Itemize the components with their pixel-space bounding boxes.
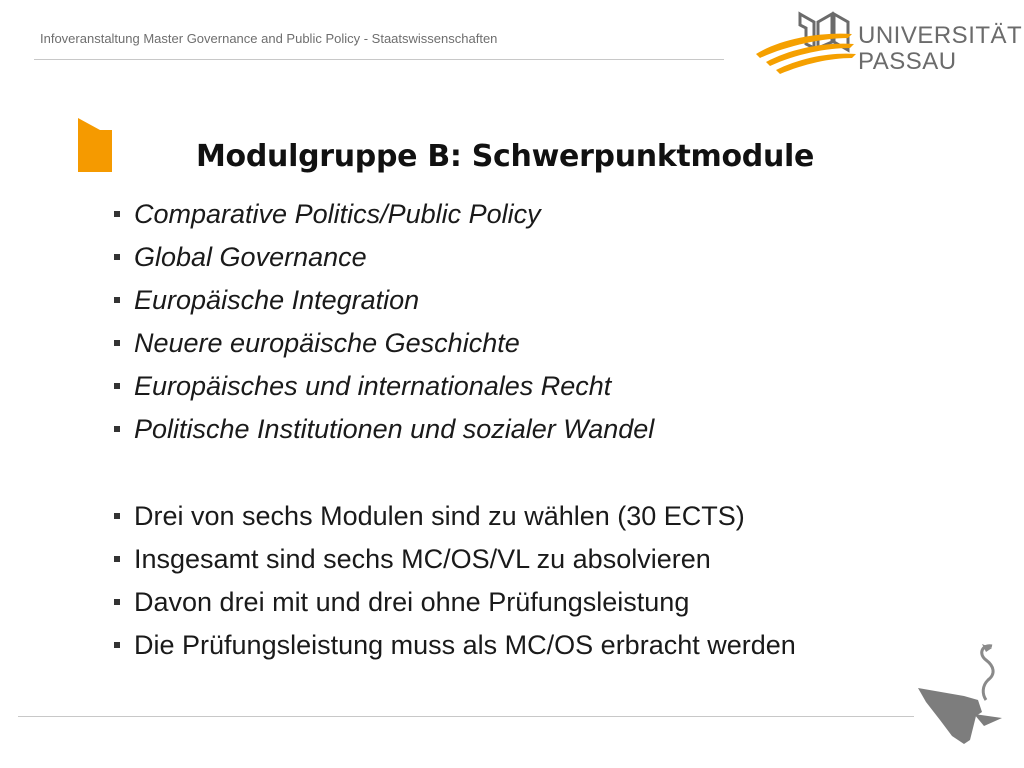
header-divider: [34, 59, 724, 60]
devil-tail-mascot-icon: [912, 640, 1012, 750]
bullet-icon: [114, 599, 120, 605]
bullet-icon: [114, 513, 120, 519]
bullet-icon: [114, 642, 120, 648]
list-item: Europäisches und internationales Recht: [110, 370, 611, 402]
slide-title: Modulgruppe B: Schwerpunktmodule: [196, 139, 815, 174]
list-item: Comparative Politics/Public Policy: [110, 198, 541, 230]
list-item: Die Prüfungsleistung muss als MC/OS erbracht werden: [110, 629, 796, 661]
bullet-icon: [114, 297, 120, 303]
bullet-icon: [114, 254, 120, 260]
header-event-title: Infoveranstaltung Master Governance and Public Policy - Staatswissenschaften: [40, 31, 498, 46]
logo-wordmark-line2: PASSAU: [858, 48, 957, 75]
swoosh-icon: [756, 34, 856, 74]
bullet-icon: [114, 383, 120, 389]
logo-wordmark-line1: UNIVERSITÄT: [858, 22, 1023, 49]
list-item: Drei von sechs Modulen sind zu wählen (30 ECTS): [110, 500, 745, 532]
list-item: Davon drei mit und drei ohne Prüfungsleistung: [110, 586, 689, 618]
bullet-icon: [114, 340, 120, 346]
bullet-icon: [114, 426, 120, 432]
footer-divider: [18, 716, 914, 717]
list-item: Neuere europäische Geschichte: [110, 327, 520, 359]
list-item: Insgesamt sind sechs MC/OS/VL zu absolvieren: [110, 543, 711, 575]
list-item: Global Governance: [110, 241, 367, 273]
bullet-icon: [114, 211, 120, 217]
orange-folded-marker-icon: [78, 118, 112, 172]
bullet-icon: [114, 556, 120, 562]
list-item: Europäische Integration: [110, 284, 419, 316]
list-item: Politische Institutionen und sozialer Wandel: [110, 413, 654, 445]
